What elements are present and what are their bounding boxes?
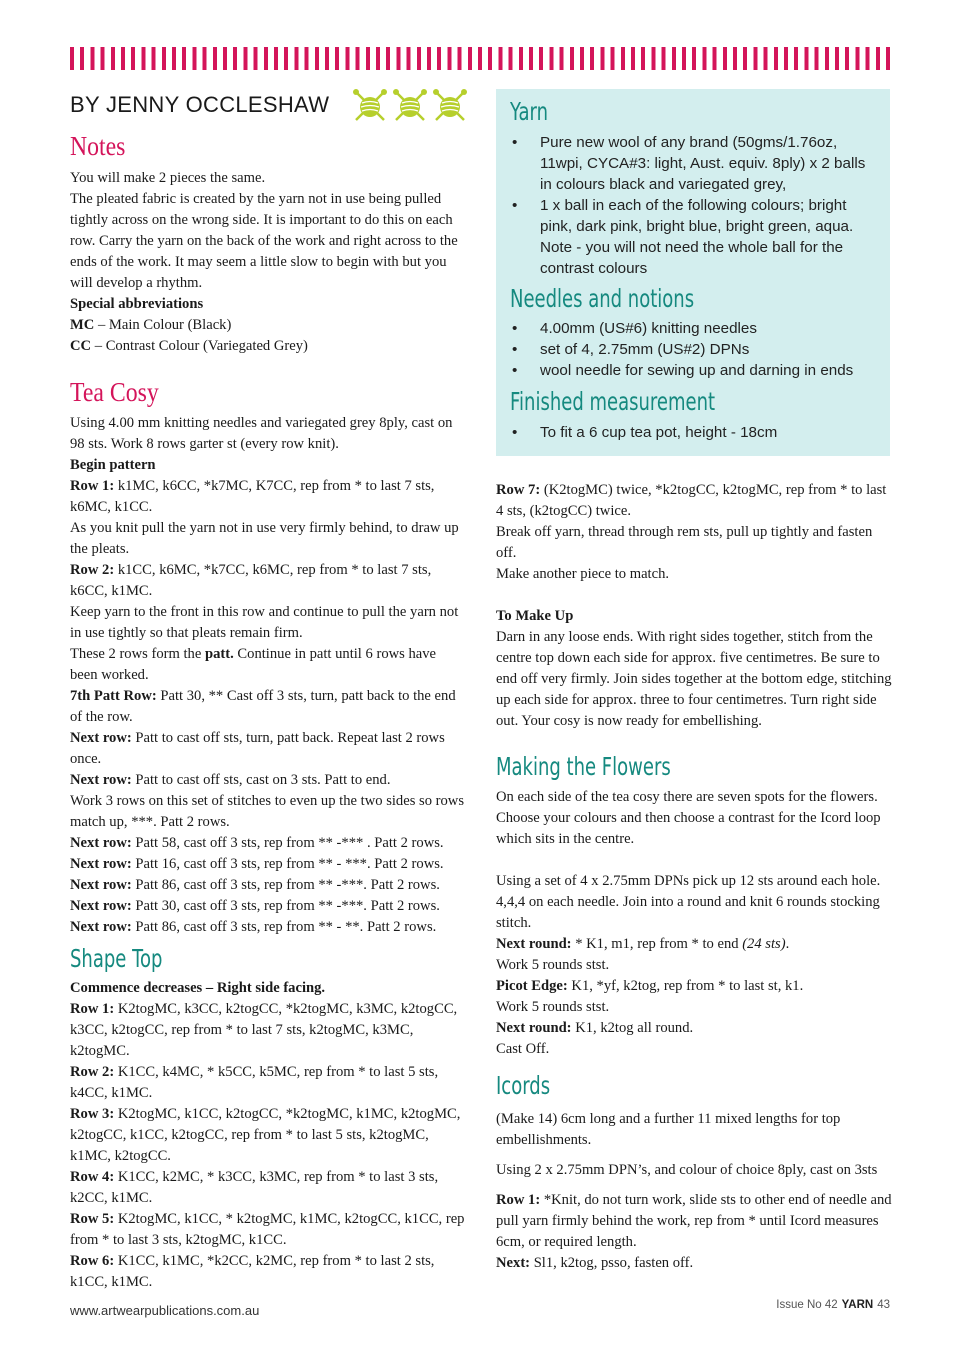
text: Patt 30, cast off 3 sts, rep from ** -***. Patt 2 rows. bbox=[131, 898, 440, 914]
bold-lead: Next row: bbox=[70, 856, 132, 872]
text: These 2 rows form the bbox=[70, 646, 205, 662]
paragraph bbox=[70, 644, 466, 686]
tea-cosy-body bbox=[70, 413, 466, 938]
list-item: • 1 x ball in each of the following colours; bright pink, dark pink, bright blue, bright green, aqua. Note - you will not need the whole ball for the contrast colours bbox=[510, 195, 880, 279]
text: K1, k2tog all round. bbox=[571, 1020, 694, 1036]
text: k1MC, k6CC, *k7MC, K7CC, rep from * to last 7 sts, k6MC, k1CC. bbox=[70, 478, 435, 515]
text: Patt 86, cast off 3 sts, rep from ** -***. Patt 2 rows. bbox=[131, 877, 440, 893]
publisher-url[interactable]: www.artwearpublications.com.au bbox=[70, 1303, 260, 1318]
paragraph bbox=[496, 564, 892, 585]
text: . bbox=[785, 936, 790, 952]
text: k1CC, k6MC, *k7CC, k6MC, rep from * to last 7 sts, k6CC, k1MC. bbox=[70, 562, 432, 599]
paragraph bbox=[496, 1039, 892, 1060]
issue-number: Issue No 42 bbox=[776, 1299, 838, 1311]
paragraph bbox=[70, 728, 466, 770]
paragraph bbox=[496, 934, 892, 955]
paragraph bbox=[70, 791, 466, 833]
text: Cast Off. bbox=[496, 1041, 550, 1057]
text: Keep yarn to the front in this row and continue to pull the yarn not in use tightly so that pleats remain firm. bbox=[70, 604, 459, 641]
paragraph bbox=[496, 1253, 892, 1274]
bold-lead: To Make Up bbox=[496, 608, 574, 624]
text: The pleated fabric is created by the yarn not in use being pulled tightly across on the wrong side. It is important to do this on each row. Carry the yarn on the back of the work and right across to the ends of the work. It may seem a little slow to begin with but you will develop a rhythm. bbox=[70, 191, 458, 291]
list-item: • To fit a 6 cup tea pot, height - 18cm bbox=[510, 422, 880, 443]
text: Patt 30, ** Cast off 3 sts, turn, patt back to the end of the row. bbox=[70, 688, 456, 725]
paragraph bbox=[70, 1251, 466, 1293]
decorative-stripe-border bbox=[70, 47, 892, 70]
bold-term: patt. bbox=[204, 646, 234, 662]
paragraph bbox=[70, 686, 466, 728]
text: K2togMC, k3CC, k2togCC, *k2togMC, k3MC, k2togCC, k3CC, k2togCC, rep from * to last 7 sts, k2togMC, k3MC, k2togMC. bbox=[70, 1001, 458, 1059]
text: K2togMC, k1CC, k2togCC, *k2togMC, k1MC, k2togMC, k2togCC, k1CC, k2togCC, rep from * to last 5 sts, k2togMC, k1MC, k2togCC. bbox=[70, 1106, 461, 1164]
yarn-ball-icon bbox=[392, 88, 428, 122]
bold-lead: Next row: bbox=[70, 772, 132, 788]
bold-lead: Row 6: bbox=[70, 1253, 115, 1269]
text: *Knit, do not turn work, slide sts to other end of needle and pull yarn firmly behind the work, rep from * until Icord measures 6cm, or required length. bbox=[496, 1192, 892, 1250]
yarn-ball-icon bbox=[432, 88, 468, 122]
bold-lead: Row 3: bbox=[70, 1106, 115, 1122]
bold-lead: Picot Edge: bbox=[496, 978, 568, 994]
paragraph bbox=[70, 315, 466, 336]
page-footer bbox=[776, 1299, 890, 1311]
bold-lead: MC bbox=[70, 317, 95, 333]
paragraph bbox=[496, 606, 892, 627]
paragraph bbox=[70, 770, 466, 791]
bold-lead: 7th Patt Row: bbox=[70, 688, 157, 704]
paragraph bbox=[496, 1018, 892, 1039]
bold-lead: Row 7: bbox=[496, 482, 541, 498]
paragraph bbox=[70, 875, 466, 896]
paragraph bbox=[70, 518, 466, 560]
paragraph bbox=[70, 978, 466, 999]
paragraph bbox=[70, 854, 466, 875]
text: Work 5 rounds stst. bbox=[496, 999, 610, 1015]
text: (K2togMC) twice, *k2togCC, k2togMC, rep from * to last 4 sts, (k2togCC) twice. bbox=[496, 482, 887, 519]
difficulty-rating bbox=[352, 88, 468, 122]
icords-body bbox=[496, 1109, 892, 1274]
paragraph bbox=[496, 1190, 892, 1253]
bold-lead: Row 1: bbox=[496, 1192, 541, 1208]
bold-lead: Special abbreviations bbox=[70, 296, 204, 312]
bold-lead: Row 1: bbox=[70, 478, 115, 494]
paragraph bbox=[70, 168, 466, 189]
bold-lead: Row 2: bbox=[70, 1064, 115, 1080]
text: Patt to cast off sts, turn, patt back. Repeat last 2 rows once. bbox=[70, 730, 445, 767]
text: Darn in any loose ends. With right sides together, stitch from the centre top down each side for approx. five centimetres. Be sure to end off very firmly. Join sides together at the bottom edge, stitching up each side for approx. three to four centimetres. Turn right side out. Your cosy is now ready for embellishing. bbox=[496, 629, 892, 729]
text: Patt 86, cast off 3 sts, rep from ** - **. Patt 2 rows. bbox=[131, 919, 437, 935]
paragraph bbox=[70, 1104, 466, 1167]
row7-and-make-up-body bbox=[496, 480, 892, 732]
text: (Make 14) 6cm long and a further 11 mixed lengths for top embellishments. bbox=[496, 1111, 841, 1148]
tea-cosy-heading: Tea Cosy bbox=[70, 377, 159, 407]
paragraph bbox=[496, 787, 892, 850]
paragraph bbox=[496, 1109, 892, 1151]
paragraph bbox=[70, 336, 466, 357]
bold-lead: Next round: bbox=[496, 1020, 572, 1036]
bold-lead: Row 4: bbox=[70, 1169, 115, 1185]
paragraph bbox=[70, 294, 466, 315]
paragraph bbox=[70, 560, 466, 602]
bold-lead: Next: bbox=[496, 1255, 531, 1271]
bold-lead: CC bbox=[70, 338, 92, 354]
bold-lead: Next row: bbox=[70, 898, 132, 914]
text: Break off yarn, thread through rem sts, pull up tightly and fasten off. bbox=[496, 524, 873, 561]
paragraph bbox=[70, 189, 466, 294]
paragraph bbox=[70, 896, 466, 917]
list-item: • 4.00mm (US#6) knitting needles bbox=[510, 318, 880, 339]
paragraph bbox=[70, 1209, 466, 1251]
materials-box bbox=[496, 89, 890, 456]
text: K2togMC, k1CC, * k2togMC, k1MC, k2togCC, k1CC, rep from * to last 3 sts, k2togMC, k1CC. bbox=[70, 1211, 465, 1248]
text: Using a set of 4 x 2.75mm DPNs pick up 12 sts around each hole. 4,4,4 on each needle. Join into a round and knit 6 rounds stocking stitch. bbox=[496, 873, 881, 931]
paragraph bbox=[496, 976, 892, 997]
bold-lead: Commence decreases – Right side facing. bbox=[70, 980, 326, 996]
paragraph bbox=[496, 627, 892, 732]
text: On each side of the tea cosy there are seven spots for the flowers. Choose your colours and then choose a contrast for the Icord loop which sits in the centre. bbox=[496, 789, 881, 847]
paragraph bbox=[70, 917, 466, 938]
finished-list bbox=[510, 422, 880, 443]
text: Sl1, k2tog, psso, fasten off. bbox=[530, 1255, 694, 1271]
paragraph bbox=[70, 455, 466, 476]
bold-lead: Row 5: bbox=[70, 1211, 115, 1227]
text: As you knit pull the yarn not in use very firmly behind, to draw up the pleats. bbox=[70, 520, 459, 557]
text: Patt 16, cast off 3 sts, rep from ** - ***. Patt 2 rows. bbox=[131, 856, 444, 872]
text: Patt 58, cast off 3 sts, rep from ** -*** . Patt 2 rows. bbox=[131, 835, 444, 851]
bold-lead: Begin pattern bbox=[70, 457, 156, 473]
italic-note: (24 sts) bbox=[742, 936, 786, 952]
text: Patt to cast off sts, cast on 3 sts. Patt to end. bbox=[131, 772, 391, 788]
paragraph bbox=[496, 480, 892, 522]
text: – Contrast Colour (Variegated Grey) bbox=[91, 338, 308, 354]
yarn-list bbox=[510, 132, 880, 279]
page-number: 43 bbox=[877, 1299, 890, 1311]
bold-lead: Row 1: bbox=[70, 1001, 115, 1017]
making-flowers-body bbox=[496, 787, 892, 1060]
text: * K1, m1, rep from * to end bbox=[571, 936, 743, 952]
paragraph bbox=[496, 955, 892, 976]
bold-lead: Next row: bbox=[70, 730, 132, 746]
text: K1CC, k4MC, * k5CC, k5MC, rep from * to last 5 sts, k4CC, k1MC. bbox=[70, 1064, 439, 1101]
yarn-ball-icon bbox=[352, 88, 388, 122]
needles-list bbox=[510, 318, 880, 381]
finished-heading: Finished measurement bbox=[510, 387, 716, 416]
text: Work 3 rows on this set of stitches to even up the two sides so rows match up, ***. Patt 2 rows. bbox=[70, 793, 465, 830]
paragraph bbox=[70, 476, 466, 518]
list-item: • wool needle for sewing up and darning in ends bbox=[510, 360, 880, 381]
bold-lead: Next row: bbox=[70, 835, 132, 851]
text: You will make 2 pieces the same. bbox=[70, 170, 266, 186]
making-flowers-heading: Making the Flowers bbox=[496, 752, 671, 781]
text: Continue in patt until 6 rows have been worked. bbox=[70, 646, 437, 683]
text: Using 2 x 2.75mm DPN’s, and colour of choice 8ply, cast on 3sts bbox=[496, 1162, 878, 1178]
paragraph bbox=[496, 871, 892, 934]
paragraph bbox=[70, 413, 466, 455]
text: Make another piece to match. bbox=[496, 566, 670, 582]
text: K1, *yf, k2tog, rep from * to last st, k1. bbox=[567, 978, 804, 994]
paragraph bbox=[496, 997, 892, 1018]
yarn-heading: Yarn bbox=[510, 97, 549, 126]
list-item: • set of 4, 2.75mm (US#2) DPNs bbox=[510, 339, 880, 360]
text: Using 4.00 mm knitting needles and variegated grey 8ply, cast on 98 sts. Work 8 rows garter st (every row knit). bbox=[70, 415, 453, 452]
notes-heading: Notes bbox=[70, 131, 126, 161]
paragraph bbox=[496, 522, 892, 564]
bold-lead: Next round: bbox=[496, 936, 572, 952]
shape-top-heading: Shape Top bbox=[70, 944, 163, 973]
needles-heading: Needles and notions bbox=[510, 284, 695, 313]
paragraph bbox=[70, 999, 466, 1062]
bold-lead: Row 2: bbox=[70, 562, 115, 578]
list-item: • Pure new wool of any brand (50gms/1.76oz, 11wpi, CYCA#3: light, Aust. equiv. 8ply) x 2 balls in colours black and variegated grey, bbox=[510, 132, 880, 195]
text: Work 5 rounds stst. bbox=[496, 957, 610, 973]
paragraph bbox=[70, 602, 466, 644]
shape-top-body bbox=[70, 978, 466, 1293]
magazine-name: YARN bbox=[841, 1299, 874, 1311]
notes-body bbox=[70, 168, 466, 357]
bold-lead: Next row: bbox=[70, 919, 132, 935]
paragraph bbox=[70, 1062, 466, 1104]
bold-lead: Next row: bbox=[70, 877, 132, 893]
paragraph bbox=[70, 833, 466, 854]
text: – Main Colour (Black) bbox=[94, 317, 232, 333]
icords-heading: Icords bbox=[496, 1071, 551, 1100]
text: K1CC, k2MC, * k3CC, k3MC, rep from * to last 3 sts, k2CC, k1MC. bbox=[70, 1169, 439, 1206]
paragraph bbox=[496, 1160, 892, 1181]
paragraph bbox=[70, 1167, 466, 1209]
author-byline: BY JENNY OCCLESHAW bbox=[70, 92, 330, 117]
text: K1CC, k1MC, *k2CC, k2MC, rep from * to last 2 sts, k1CC, k1MC. bbox=[70, 1253, 435, 1290]
